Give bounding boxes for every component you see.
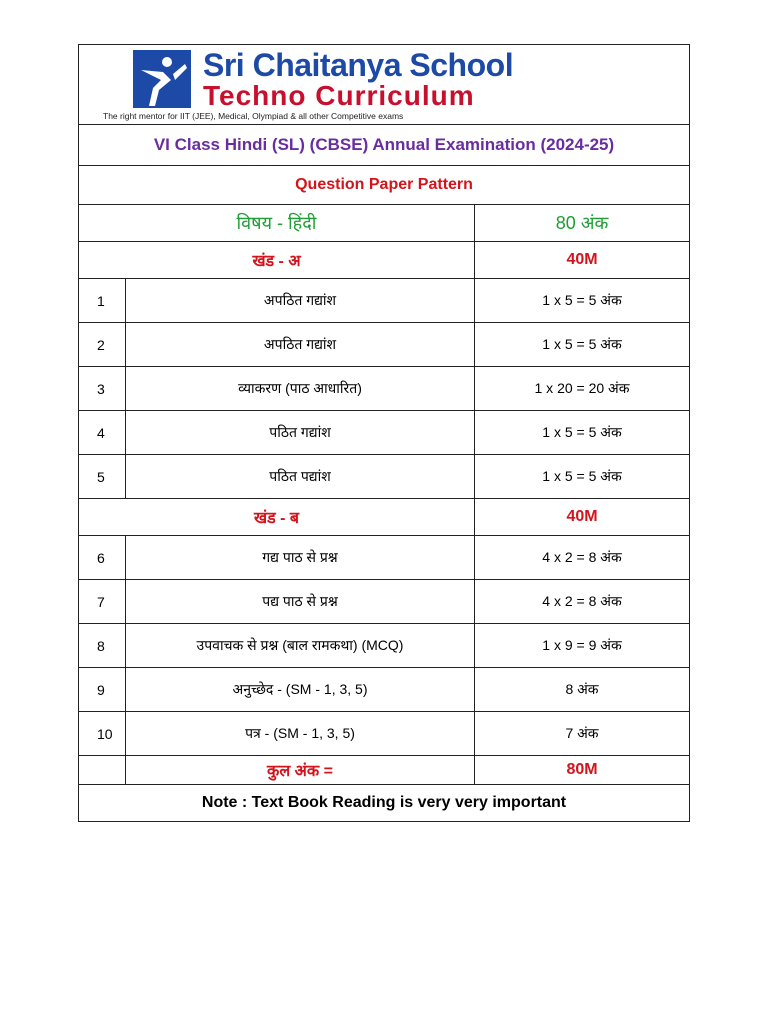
subject-marks: 80 अंक (475, 205, 690, 242)
question-number: 1 (79, 279, 126, 323)
total-blank-cell (79, 756, 126, 785)
exam-title: VI Class Hindi (SL) (CBSE) Annual Examination (2024-25) (79, 125, 690, 166)
brand-name: Sri Chaitanya School (203, 47, 514, 83)
total-marks: 80M (475, 756, 690, 785)
question-topic: गद्य पाठ से प्रश्न (126, 536, 475, 580)
question-marks: 4 x 2 = 8 अंक (475, 580, 690, 624)
question-topic: पठित पद्यांश (126, 455, 475, 499)
table-row (79, 624, 690, 668)
school-emblem-icon (133, 50, 191, 108)
section-a-heading: खंड - अ (79, 242, 475, 279)
subject-label: विषय - हिंदी (79, 205, 475, 242)
section-b-heading: खंड - ब (79, 499, 475, 536)
pattern-title: Question Paper Pattern (79, 166, 690, 205)
question-number: 2 (79, 323, 126, 367)
question-topic: पठित गद्यांश (126, 411, 475, 455)
question-number: 4 (79, 411, 126, 455)
table-row (79, 455, 690, 499)
table-row (79, 580, 690, 624)
brand-subtitle: Techno Curriculum (203, 80, 475, 111)
question-paper-sheet (78, 44, 689, 822)
question-number: 9 (79, 668, 126, 712)
question-number: 5 (79, 455, 126, 499)
question-marks: 1 x 5 = 5 अंक (475, 411, 690, 455)
question-topic: उपवाचक से प्रश्न (बाल रामकथा) (MCQ) (126, 624, 475, 668)
question-marks: 1 x 9 = 9 अंक (475, 624, 690, 668)
note-text: Note : Text Book Reading is very very important (79, 785, 690, 822)
question-topic: अनुच्छेद - (SM - 1, 3, 5) (126, 668, 475, 712)
question-number: 6 (79, 536, 126, 580)
question-marks: 1 x 5 = 5 अंक (475, 323, 690, 367)
question-number: 7 (79, 580, 126, 624)
pattern-table (78, 44, 690, 822)
question-marks: 1 x 5 = 5 अंक (475, 455, 690, 499)
question-topic: व्याकरण (पाठ आधारित) (126, 367, 475, 411)
table-row (79, 712, 690, 756)
table-row (79, 536, 690, 580)
table-row (79, 323, 690, 367)
question-number: 8 (79, 624, 126, 668)
brand-tagline: The right mentor for IIT (JEE), Medical, Olympiad & all other Competitive exams (103, 111, 404, 121)
question-number: 3 (79, 367, 126, 411)
question-marks: 1 x 20 = 20 अंक (475, 367, 690, 411)
question-number: 10 (79, 712, 126, 756)
table-row (79, 367, 690, 411)
logo-header (79, 45, 690, 125)
question-topic: पद्य पाठ से प्रश्न (126, 580, 475, 624)
question-topic: अपठित गद्यांश (126, 323, 475, 367)
total-label: कुल अंक = (126, 756, 475, 785)
section-b-marks: 40M (475, 499, 690, 536)
section-a-marks: 40M (475, 242, 690, 279)
question-marks: 7 अंक (475, 712, 690, 756)
table-row (79, 668, 690, 712)
table-row (79, 411, 690, 455)
question-topic: पत्र - (SM - 1, 3, 5) (126, 712, 475, 756)
question-marks: 4 x 2 = 8 अंक (475, 536, 690, 580)
question-topic: अपठित गद्यांश (126, 279, 475, 323)
question-marks: 8 अंक (475, 668, 690, 712)
question-marks: 1 x 5 = 5 अंक (475, 279, 690, 323)
table-row (79, 279, 690, 323)
